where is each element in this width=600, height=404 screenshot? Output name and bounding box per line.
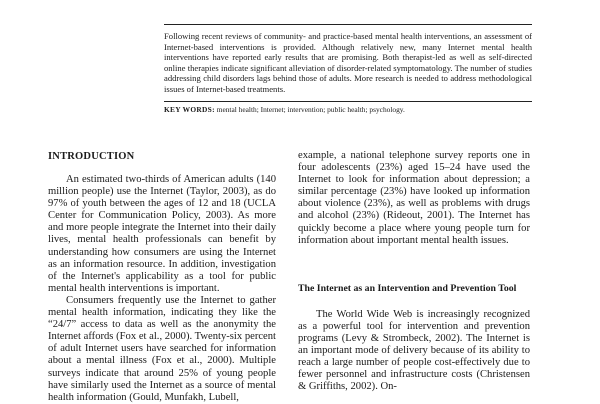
section-paragraph: The World Wide Web is increasingly recognized as a powerful tool for intervention and prevention programs (Levy & Strombeck, 2002). The Internet is an important mode of delivery because of its ability to reach a large number of people cost-effectively due to fewer personnel and infrastructure costs (Christensen & Griffiths, 2002). On- <box>298 308 530 393</box>
abstract-text: Following recent reviews of community- and practice-based mental health interventions, an assessment of Internet-based interventions is provided. Although relatively new, many Internet mental health interventions have reported early results that are promising. Both therapist-led as well as self-directed online therapies indicate significant alleviation of disorder-related symptomatology. The number of studies addressing child disorders lags behind those of adults. More research is needed to address methodological issues of Internet-based treatments. <box>164 31 532 94</box>
middle-rule <box>164 101 532 102</box>
intro-paragraph-1: An estimated two-thirds of American adults (140 million people) use the Internet (Taylor, 2003), as do 97% of youth between the ages of 12 and 18 (UCLA Center for Communication Policy, 2003). As more and more people integrate the Internet into their daily lives, mental health professionals can benefit by understanding how consumers are using the Internet as an information resource. In addition, investigation of the Internet's applicability as a tool for public mental health interventions is important. <box>48 174 276 294</box>
top-rule <box>164 24 532 25</box>
keywords-line <box>164 105 532 115</box>
continued-paragraph: example, a national telephone survey reports one in four adolescents (23%) aged 15–24 have used the Internet to look for information about depression; a similar percentage (23%) have looked up information about violence (23%), as well as problems with drugs and alcohol (23%) (Rideout, 2001). The Internet has quickly become a place where young people turn for information about important mental health issues. <box>298 150 530 246</box>
left-column <box>48 151 276 404</box>
abstract-block <box>164 24 532 115</box>
introduction-heading: INTRODUCTION <box>48 151 135 162</box>
right-column <box>298 150 530 393</box>
intro-paragraph-2: Consumers frequently use the Internet to gather mental health information, indicating they like the “24/7” access to data as well as the anonymity the Internet affords (Fox et al., 2000). Twenty-six percent of adult Internet users have searched for information about a mental illness (Fox et al., 2000). Multiple surveys indicate that around 25% of young people have similarly used the Internet as a source of mental health information (Gould, Munfakh, Lubell, <box>48 294 276 403</box>
section-subheading: The Internet as an Intervention and Prevention Tool <box>298 282 517 294</box>
keywords-label: KEY WORDS: <box>164 104 215 114</box>
keywords-list: mental health; Internet; intervention; public health; psychology. <box>216 104 405 114</box>
